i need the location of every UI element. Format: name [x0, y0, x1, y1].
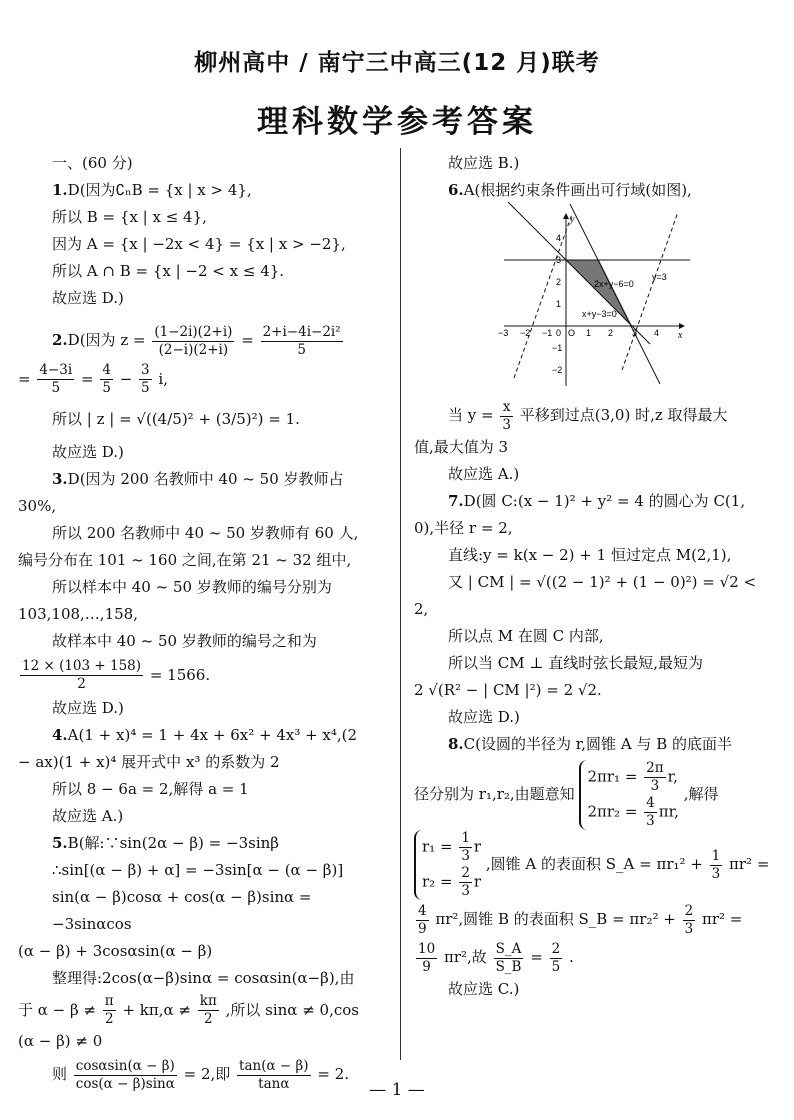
answer-q6: [414, 177, 780, 488]
graph-svg: [500, 208, 696, 388]
svg-text:0: 0: [556, 328, 562, 338]
q7-line: 所以点 M 在圆 C 内部,: [448, 627, 604, 645]
q7-line: 2,: [414, 600, 429, 618]
svg-text:1: 1: [556, 299, 562, 309]
q3-line: 103,108,…,158,: [18, 604, 138, 623]
answer-q8: [414, 731, 780, 1003]
feasible-region-graph: [500, 208, 780, 392]
q8-line: $\frac{10}{9}$ πr²,故 $\frac{S\_A}{S\_B}$ = $\frac{2}{5}$ .: [418, 940, 574, 975]
x-tick-labels: [498, 328, 659, 338]
q7-line: 又 | CM | = √((2 − 1)² + (1 − 0)²) = √2 <: [448, 573, 757, 591]
q7-number: 7.: [448, 492, 464, 510]
q2-text: D(因为 z =: [67, 331, 146, 349]
svg-text:2: 2: [556, 277, 562, 287]
q3-number: 3.: [52, 469, 68, 488]
q7-line: 直线:y = k(x − 2) + 1 恒过定点 M(2,1),: [448, 546, 732, 564]
q5-number: 5.: [52, 833, 68, 852]
q5-line: 整理得:2cos(α−β)sinα = cosαsin(α−β),由: [52, 968, 355, 987]
q3-line: 所以样本中 40 ~ 50 岁教师的编号分别为: [52, 577, 332, 596]
q5-line: 则 $\frac{\cos\alpha\sin(\alpha - \beta)}{\cos(\alpha - \beta)\sin\alpha}$ = 2,即 $\frac{\tan(\alpha - \beta)}{\tan\alpha}$ = 2.: [52, 1057, 350, 1092]
page-number: — 1 —: [369, 1080, 425, 1100]
fraction: $\frac{(1-2i)(2+i)}{(2-i)(2+i)}$: [154, 323, 233, 358]
q3-line: 故样本中 40 ~ 50 岁教师的编号之和为: [52, 631, 317, 650]
q7-line: 2 √(R² − | CM |²) = 2 √2.: [414, 681, 602, 699]
answer-q1: [18, 177, 388, 312]
q3-line: 30%,: [18, 496, 57, 515]
origin-label: O: [568, 328, 576, 338]
line-label: 2x+y−6=0: [594, 279, 634, 289]
equation-system: 2πr₁ = $\frac{2\pi}{3}$ r, 2πr₂ = $\frac{4}{3}$ πr,: [579, 760, 678, 830]
q4-number: 4.: [52, 725, 68, 744]
q2-line: 故应选 D.): [52, 442, 124, 461]
q4-line: 故应选 A.): [52, 806, 124, 825]
svg-text:−1: −1: [552, 343, 563, 353]
answer-title: 理科数学参考答案: [257, 104, 537, 140]
q3-line: 所以 200 名教师中 40 ~ 50 岁教师有 60 人,: [52, 523, 359, 542]
dashed-line: [514, 214, 572, 378]
dashed-line: [622, 212, 678, 370]
q2-text: =: [241, 331, 254, 349]
answer-q5: [18, 830, 388, 1094]
q7-line: D(圆 C:(x − 1)² + y² = 4 的圆心为 C(1,: [463, 492, 746, 510]
q6-line: 当 y = $\frac{x}{3}$ 平移到过点(3,0) 时,z 取得最大: [448, 398, 728, 433]
q2-number: 2.: [52, 331, 68, 349]
q5-line: 于 α − β ≠ $\frac{\pi}{2}$ + kπ,α ≠ $\frac{k\pi}{2}$ ,所以 sinα ≠ 0,cos: [18, 993, 359, 1027]
q2-line: 所以 | z | = √((4/5)² + (3/5)²) = 1.: [52, 409, 300, 428]
line-label: y=3: [652, 272, 667, 282]
answer-q2: [18, 322, 388, 466]
q1-line: 故应选 D.): [52, 289, 124, 307]
q6-line: A(根据约束条件画出可行域(如图),: [463, 181, 692, 199]
q8-line: 径分别为 r₁,r₂,由题意知 2πr₁ = $\frac{2\pi}{3}$ r, 2πr₂ = $\frac{4}{3}$ πr, ,解得: [414, 760, 719, 829]
q1-line: D(因为∁ₙB = {x | x > 4},: [67, 181, 252, 199]
q5-line: sin(α − β)cosα + cos(α − β)sinα = −3sinαcos: [52, 887, 312, 933]
answer-q3: [18, 466, 388, 722]
line-label: x+y−3=0: [582, 309, 617, 319]
q3-line: 故应选 D.): [52, 698, 124, 717]
line-2x-plus-y: [570, 204, 660, 384]
svg-text:−2: −2: [520, 328, 531, 338]
y-axis-label: y: [570, 214, 575, 225]
q7-line: 故应选 D.): [448, 708, 520, 726]
svg-text:2: 2: [608, 328, 614, 338]
q8-line: $\frac{4}{9}$ πr²,圆锥 B 的表面积 S_B = πr₂² + $\frac{2}{3}$ πr² =: [418, 902, 743, 937]
q8-line: 故应选 C.): [448, 980, 520, 998]
q1-number: 1.: [52, 181, 68, 199]
q1-line: 因为 A = {x | −2x < 4} = {x | x > −2},: [52, 235, 346, 253]
x-axis-label: x: [678, 330, 683, 341]
q1-line: 所以 B = {x | x ≤ 4},: [52, 208, 207, 226]
svg-text:−3: −3: [498, 328, 509, 338]
q6-number: 6.: [448, 181, 464, 199]
q4-line: 所以 8 − 6a = 2,解得 a = 1: [52, 779, 249, 798]
svg-text:−2: −2: [552, 365, 563, 375]
svg-text:3: 3: [556, 255, 562, 265]
right-column: [414, 150, 780, 1003]
q1-line: 所以 A ∩ B = {x | −2 < x ≤ 4}.: [52, 262, 285, 280]
answer-q7: [414, 488, 780, 731]
y-tick-labels: [552, 233, 562, 375]
q2-line: = $\frac{4-3i}{5}$ = $\frac{4}{5}$ − $\frac{3}{5}$ i,: [18, 362, 168, 396]
q4-line: − ax)(1 + x)⁴ 展开式中 x³ 的系数为 2: [18, 752, 280, 771]
q8-line: r₁ = $\frac{1}{3}$ r r₂ = $\frac{2}{3}$ r ,圆锥 A 的表面积 S_A = πr₁² + $\frac{1}{3}$ πr² =: [414, 830, 780, 900]
q7-line: 0),半径 r = 2,: [414, 519, 513, 537]
answer-q4: [18, 722, 388, 830]
q4-line: A(1 + x)⁴ = 1 + 4x + 6x² + 4x³ + x⁴,(2: [67, 725, 358, 744]
q6-line: 故应选 A.): [448, 465, 520, 483]
svg-text:−1: −1: [542, 328, 553, 338]
q8-line: C(设圆的半径为 r,圆锥 A 与 B 的底面半: [463, 735, 732, 753]
fraction: $\frac{\text{2+i−4i−2i²}}{5}$: [262, 323, 341, 358]
svg-text:1: 1: [586, 328, 592, 338]
left-column: [18, 150, 388, 1093]
q3-line: D(因为 200 名教师中 40 ~ 50 岁教师占: [67, 469, 344, 488]
q5-conclusion: 故应选 B.): [448, 154, 520, 172]
svg-text:4: 4: [556, 233, 562, 243]
q8-number: 8.: [448, 735, 464, 753]
column-divider: [400, 148, 401, 1060]
q7-line: 所以当 CM ⊥ 直线时弦长最短,最短为: [448, 654, 704, 672]
q5-line: ∴sin[(α − β) + α] = −3sin[α − (α − β)]: [52, 860, 344, 879]
section-heading: 一、(60 分): [52, 154, 133, 172]
q3-line: 编号分布在 101 ~ 160 之间,在第 21 ~ 32 组中,: [18, 550, 352, 569]
equation-system: r₁ = $\frac{1}{3}$ r r₂ = $\frac{2}{3}$ r: [414, 830, 481, 900]
svg-text:4: 4: [654, 328, 660, 338]
q5-line: (α − β) + 3cosαsin(α − β): [18, 941, 213, 960]
exam-header: 柳州高中 / 南宁三中高三(12 月)联考: [194, 50, 600, 76]
q5-line: B(解:∵sin(2α − β) = −3sinβ: [67, 833, 279, 852]
line-x-plus-y: [508, 202, 650, 344]
q5-line: (α − β) ≠ 0: [18, 1032, 103, 1050]
q3-line: $\frac{12 \times (103 + 158)}{2}$ = 1566.: [22, 658, 211, 692]
svg-text:3: 3: [632, 328, 638, 338]
q6-line: 值,最大值为 3: [414, 438, 509, 456]
